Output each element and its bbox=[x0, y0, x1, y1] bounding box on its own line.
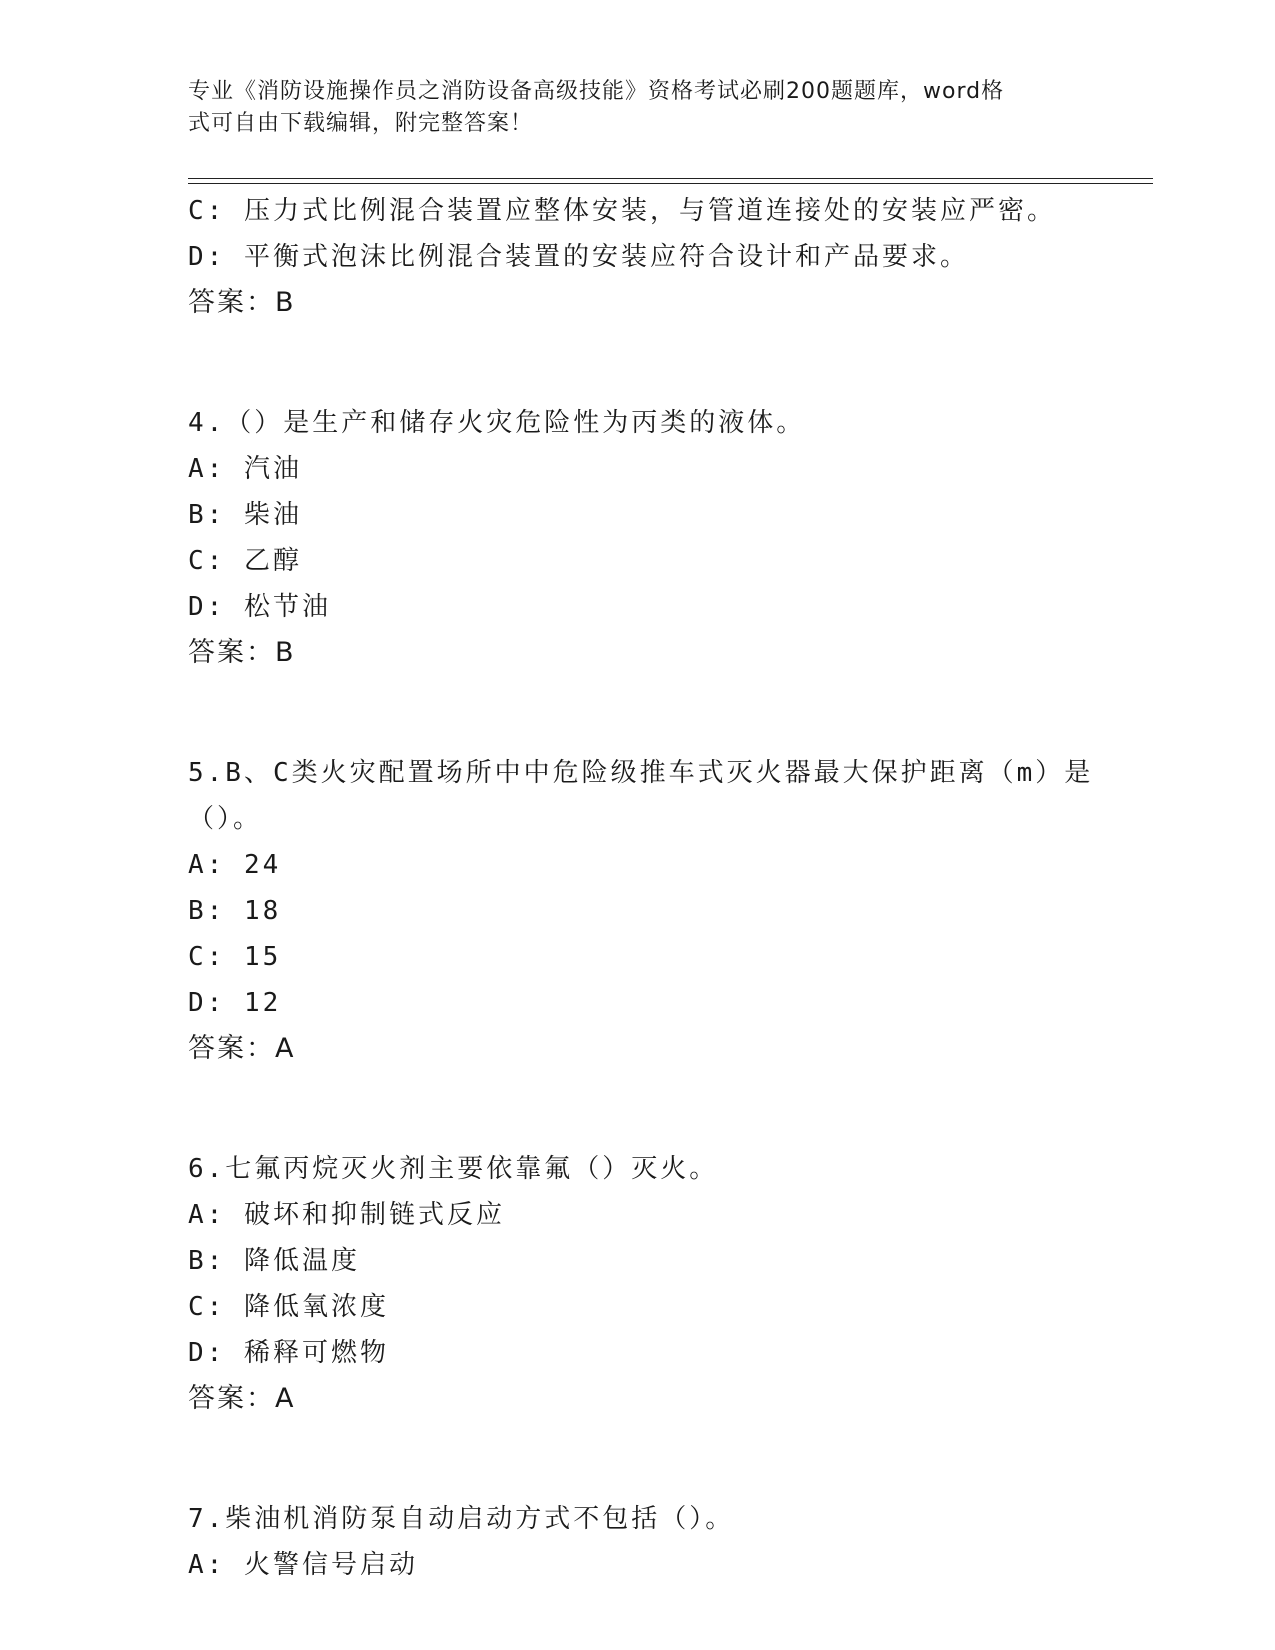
option-c: C: 15 bbox=[188, 942, 282, 972]
option-d: D: 松节油 bbox=[188, 592, 331, 622]
answer-line: 答案：A bbox=[188, 1383, 295, 1414]
header-line-1: 专业《消防设施操作员之消防设备高级技能》资格考试必刷200题题库，word格 bbox=[188, 79, 1005, 104]
option-d: D: 稀释可燃物 bbox=[188, 1338, 389, 1368]
answer-line: 答案：B bbox=[188, 637, 295, 668]
option-a: A: 汽油 bbox=[188, 454, 302, 484]
option-b: B: 18 bbox=[188, 896, 282, 926]
answer-value: A bbox=[275, 1383, 295, 1414]
question-stem: 5.B、C类火灾配置场所中中危险级推车式灭火器最大保护距离（m）是 bbox=[188, 758, 1094, 788]
question-list bbox=[188, 188, 1094, 1588]
answer-value: B bbox=[275, 287, 295, 318]
answer-value: A bbox=[275, 1033, 295, 1064]
question-6 bbox=[188, 1146, 1088, 1422]
option-d: D: 平衡式泡沫比例混合装置的安装应符合设计和产品要求。 bbox=[188, 242, 969, 272]
question-7 bbox=[188, 1496, 1088, 1588]
answer-value: B bbox=[275, 637, 295, 668]
document-header bbox=[188, 76, 1088, 140]
option-a: A: 火警信号启动 bbox=[188, 1550, 418, 1580]
question-stem: 4.（）是生产和储存火灾危险性为丙类的液体。 bbox=[188, 408, 806, 438]
header-rule-top bbox=[188, 178, 1153, 179]
question-stem-continued: （）。 bbox=[188, 804, 263, 834]
answer-line: 答案：B bbox=[188, 287, 295, 318]
question-3-continuation bbox=[188, 188, 1088, 326]
question-stem: 7.柴油机消防泵自动启动方式不包括（）。 bbox=[188, 1504, 735, 1534]
option-b: B: 柴油 bbox=[188, 500, 302, 530]
option-c: C: 降低氧浓度 bbox=[188, 1292, 389, 1322]
question-4 bbox=[188, 400, 1088, 676]
option-a: A: 24 bbox=[188, 850, 282, 880]
header-rule-bottom bbox=[188, 183, 1153, 184]
option-d: D: 12 bbox=[188, 988, 282, 1018]
option-c: C: 乙醇 bbox=[188, 546, 302, 576]
question-stem: 6.七氟丙烷灭火剂主要依靠氟（）灭火。 bbox=[188, 1154, 719, 1184]
option-a: A: 破坏和抑制链式反应 bbox=[188, 1200, 505, 1230]
option-b: B: 降低温度 bbox=[188, 1246, 360, 1276]
option-c: C: 压力式比例混合装置应整体安装，与管道连接处的安装应严密。 bbox=[188, 196, 1056, 226]
question-5 bbox=[188, 750, 1094, 1072]
answer-line: 答案：A bbox=[188, 1033, 295, 1064]
header-line-2: 式可自由下载编辑，附完整答案！ bbox=[188, 111, 534, 136]
